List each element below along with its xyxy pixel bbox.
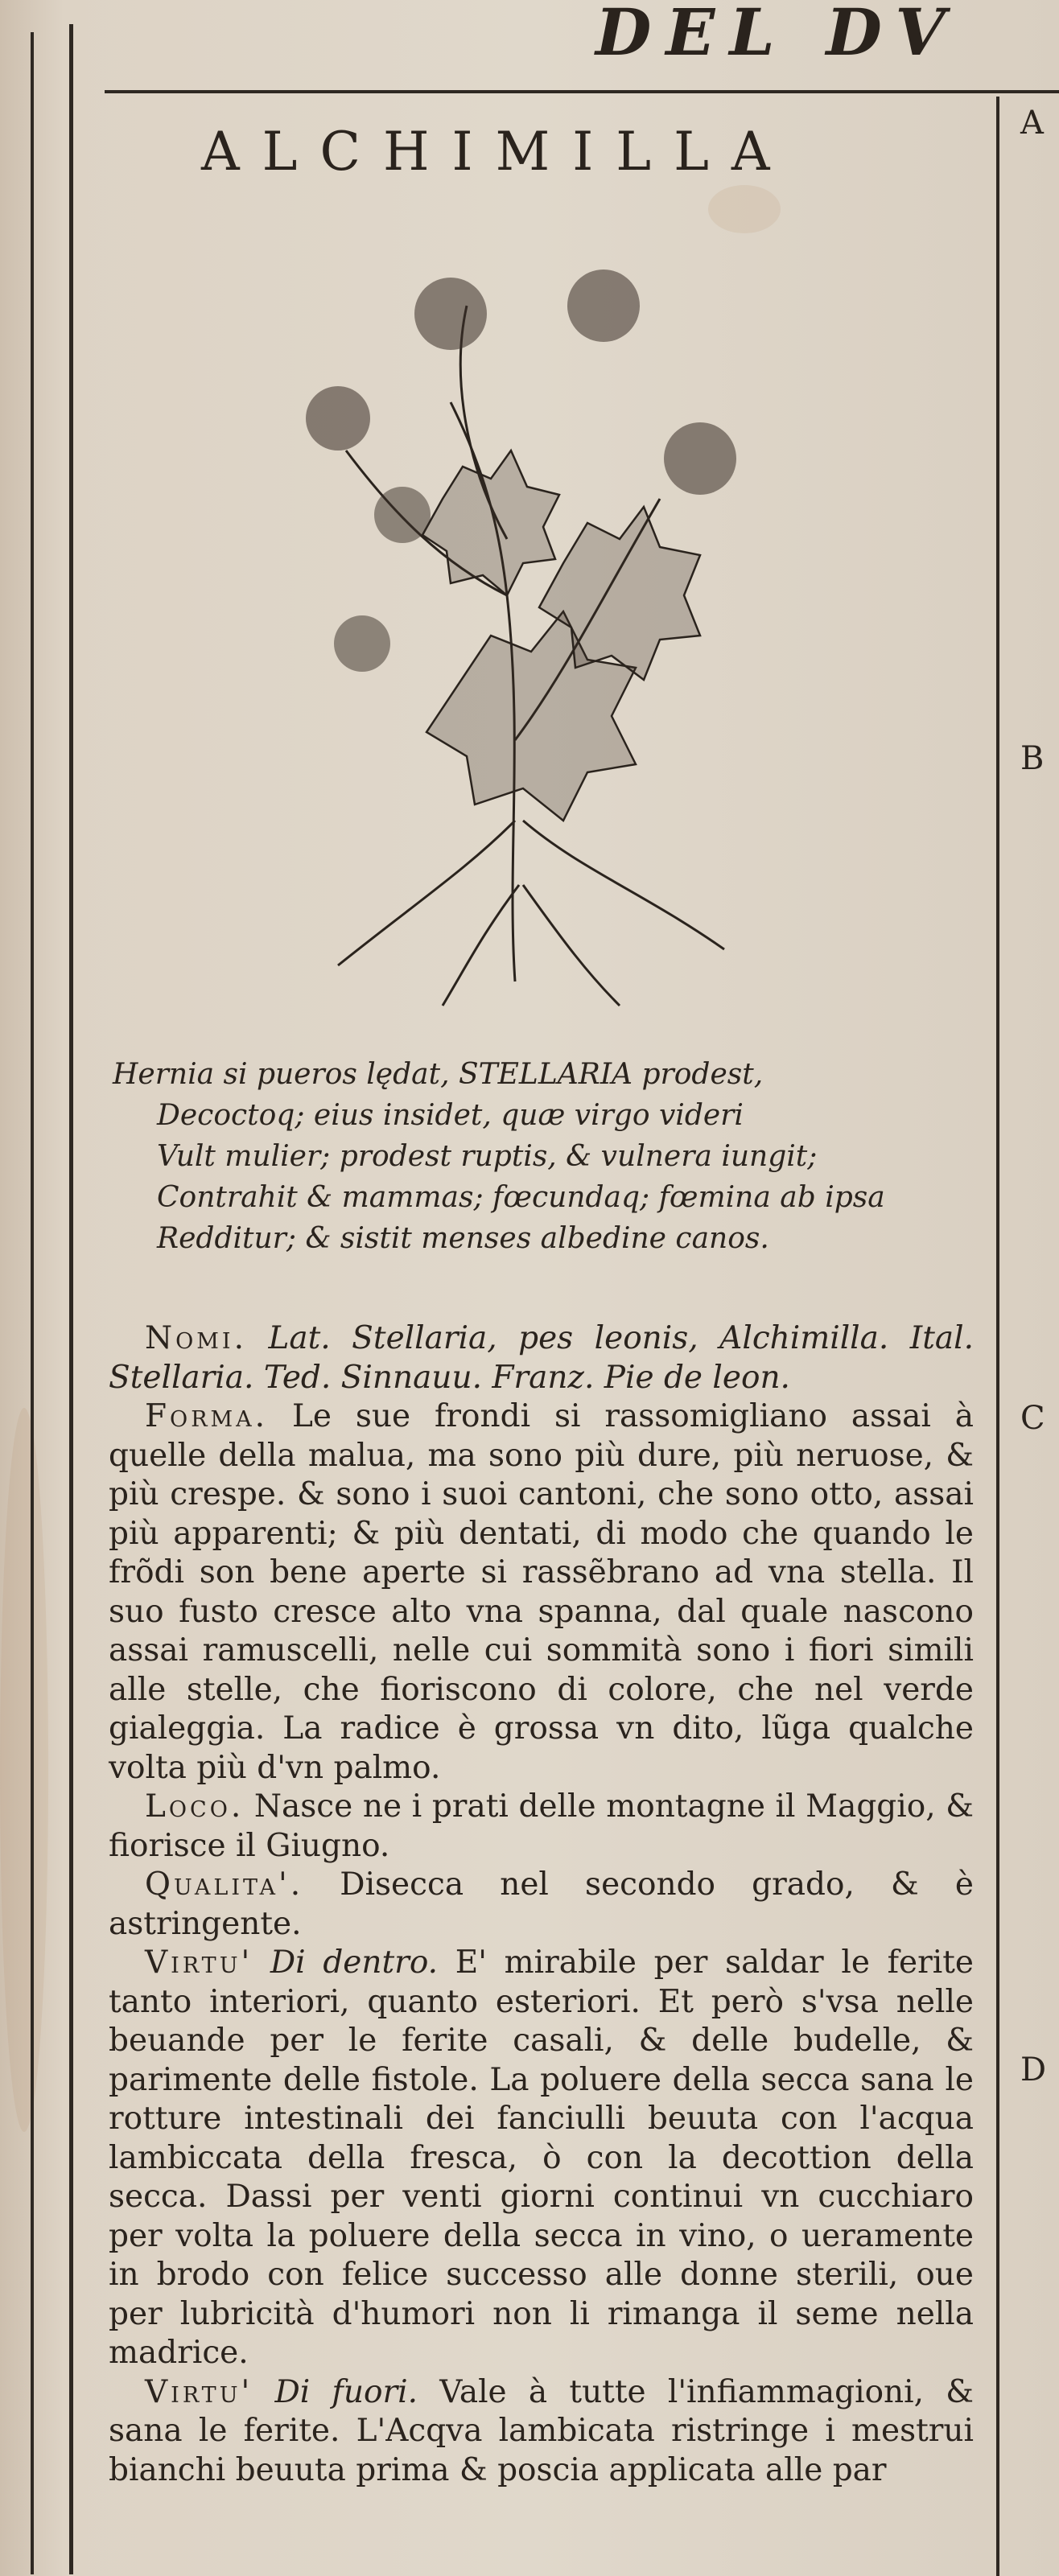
section-label: Nomi.: [145, 1320, 247, 1356]
alchemilla-woodcut-icon: [241, 257, 805, 1014]
margin-letter-b: B: [1020, 740, 1045, 777]
paragraph-nomi: [109, 1319, 974, 1397]
page-title: ALCHIMILLA: [201, 121, 793, 183]
verse-line: Redditur; & sistit menses albedine canos.: [157, 1222, 769, 1255]
paper-stain: [0, 1408, 48, 2132]
section-text: Nasce ne i prati delle montagne il Maggio, & fiorisce il Giugno.: [109, 1788, 974, 1864]
running-head: DEL DV: [595, 0, 960, 70]
paragraph-virtu-dentro: [109, 1944, 974, 2373]
margin-letter-c: C: [1020, 1400, 1045, 1437]
section-label: Virtu': [145, 1944, 253, 1981]
paragraph-qualita: [109, 1866, 974, 1944]
paper-stain: [708, 185, 781, 233]
paragraph-loco: [109, 1788, 974, 1866]
section-text: Lat. Stellaria, pes leonis, Alchimilla. Ital. Stellaria. Ted. Sinnauu. Franz. Pie de leon.: [109, 1320, 974, 1396]
verse-line: Contrahit & mammas; fœcundaq; fœmina ab ipsa: [157, 1181, 885, 1214]
section-text: E' mirabile per saldar le ferite tanto interiori, quanto esteriori. Et però s'vsa nelle beuande per le ferite casali, & delle budelle, & parimente delle fistole. La poluere della secca sana le rotture intestinali dei fanciulli beuuta con l'acqua lambiccata della fresca, ò con la decottion della secca. Dassi per venti giorni continui vn cucchiaro per volta la poluere della secca in vino, o ueramente in brodo con felice successo alle donne sterili, oue per lubricità d'humori non li rimanga il seme nella madrice.: [109, 1944, 975, 2371]
verse-line: Hernia si pueros lędat, STELLARIA prodest,: [113, 1058, 764, 1091]
section-label: Loco.: [145, 1788, 245, 1825]
section-text: Disecca nel secondo grado, & è astringente.: [109, 1866, 974, 1942]
margin-letter-d: D: [1020, 2051, 1047, 2088]
header-rule: [105, 90, 1059, 93]
latin-verse: [113, 1054, 885, 1259]
section-text: Vale à tutte l'infiammagioni, & sana le ferite. L'Acqva lambicata ristringe i mestrui bianchi beuuta prima & poscia applicata alle par: [109, 2373, 974, 2488]
section-label: Forma.: [145, 1398, 269, 1434]
outer-margin-rule: [31, 32, 34, 2574]
body-text: [109, 1319, 974, 2490]
verse-line: Vult mulier; prodest ruptis, & vulnera iungit;: [157, 1140, 818, 1173]
paragraph-virtu-fuori: [109, 2373, 974, 2491]
section-label: Qualita'.: [145, 1866, 304, 1903]
right-frame-rule: [996, 97, 999, 2576]
section-subheading: Di dentro.: [270, 1944, 439, 1981]
paragraph-forma: [109, 1397, 974, 1788]
verse-line: Decoctoq; eius insidet, quæ virgo videri: [157, 1099, 744, 1132]
section-text: Le sue frondi si rassomigliano assai à quelle della malua, ma sono più dure, più neruose, & più crespe. & sono i suoi cantoni, che sono otto, assai più apparenti; & più dentati, di modo che quando le frõdi son bene aperte si rassẽbrano ad vna stella. Il suo fusto cresce alto vna spanna, dal quale nascono assai ramuscelli, nelle cui sommità sono i fiori simili alle stelle, che fioriscono di colore, che nel verde gialeggia. La radice è grossa vn dito, lũga qualche volta più d'vn palmo.: [109, 1398, 974, 1786]
section-label: Virtu': [145, 2373, 253, 2410]
left-frame-rule: [69, 24, 73, 2574]
section-subheading: Di fuori.: [274, 2373, 418, 2410]
margin-letter-a: A: [1020, 105, 1044, 142]
